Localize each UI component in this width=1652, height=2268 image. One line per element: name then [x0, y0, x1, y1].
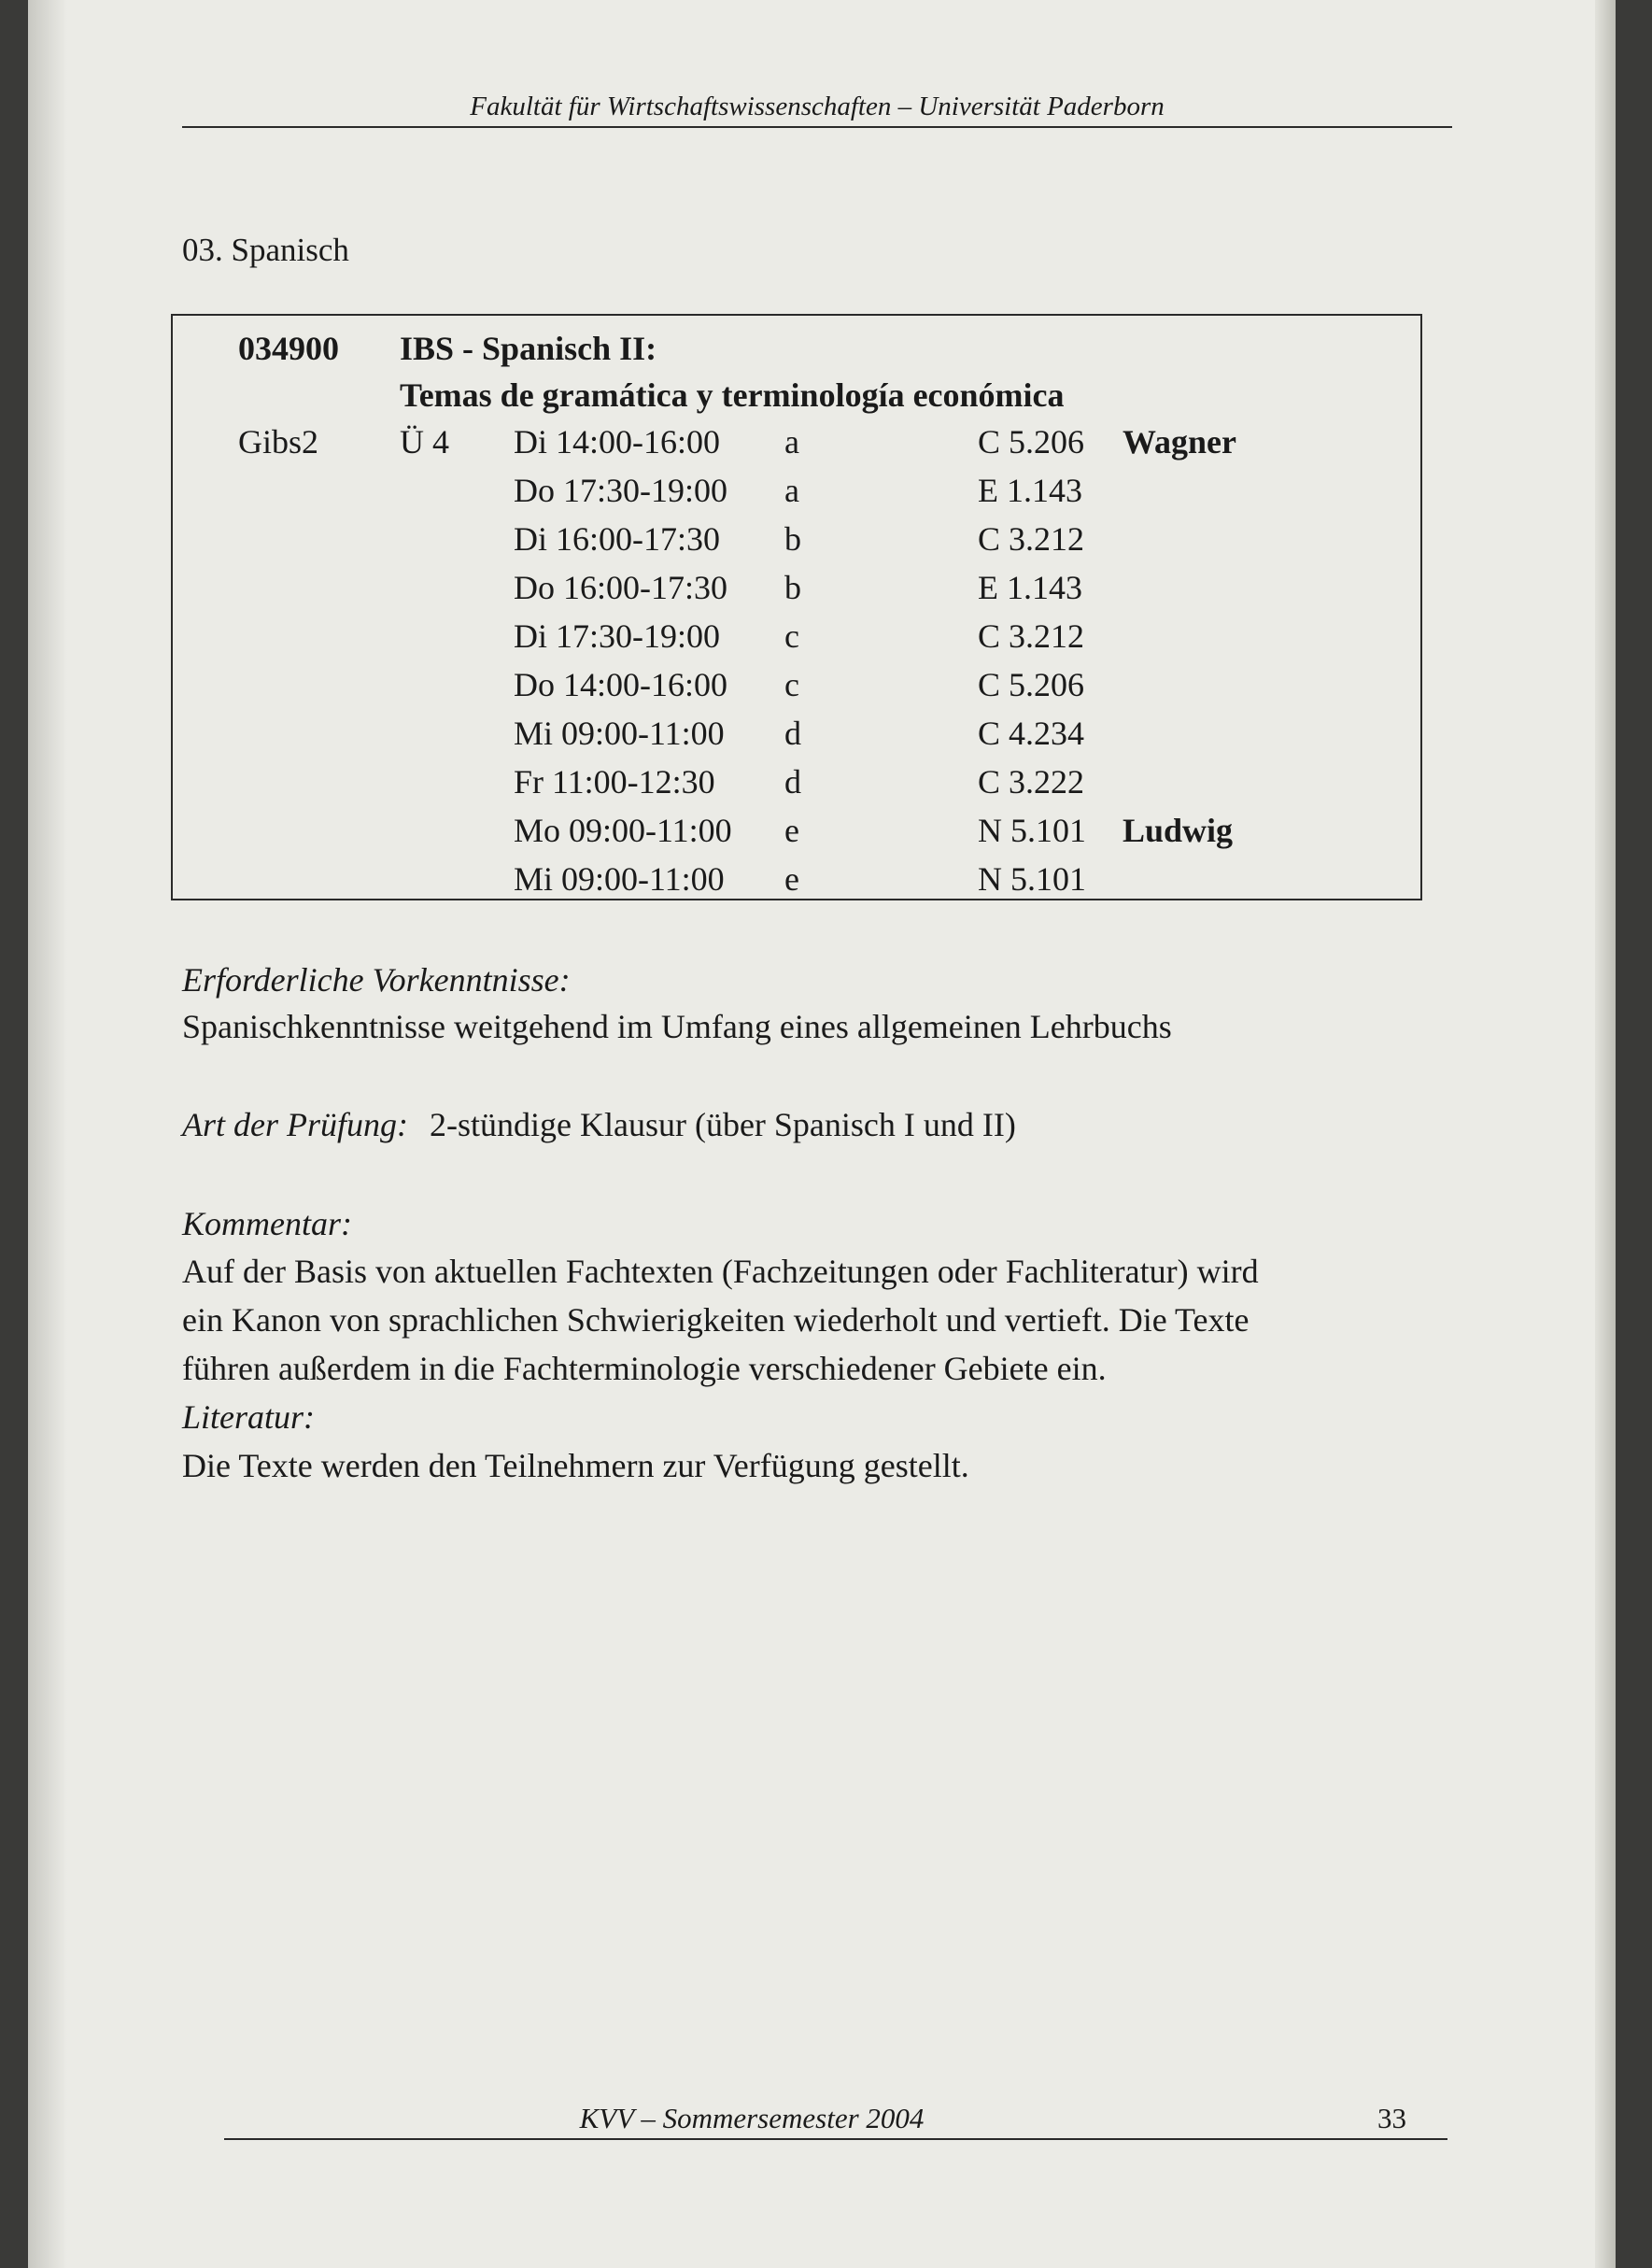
binding-shadow	[28, 0, 67, 2268]
session-room: E 1.143	[978, 569, 1082, 606]
exam-text: 2-stündige Klausur (über Spanisch I und II)	[430, 1106, 1016, 1143]
session-time: Mi 09:00-11:00	[514, 715, 725, 752]
session-time: Do 17:30-19:00	[514, 472, 727, 509]
session-room: C 4.234	[978, 715, 1085, 752]
course-number: 034900	[238, 330, 339, 367]
course-title-line1: IBS - Spanisch II:	[400, 330, 657, 367]
session-group: a	[784, 472, 799, 509]
literature-label: Literatur:	[182, 1398, 316, 1436]
course-title-line2: Temas de gramática y terminología económica	[400, 376, 1065, 414]
session-group: d	[784, 715, 801, 752]
session-room: E 1.143	[978, 472, 1082, 509]
running-header: Fakultät für Wirtschaftswissenschaften – Universität Paderborn	[470, 92, 1165, 121]
course-type: Ü 4	[400, 423, 449, 461]
session-group: b	[784, 520, 801, 558]
session-lecturer: Wagner	[1123, 423, 1236, 461]
session-time: Do 16:00-17:30	[514, 569, 727, 606]
session-room: N 5.101	[978, 860, 1086, 898]
session-time: Di 17:30-19:00	[514, 617, 720, 655]
course-program: Gibs2	[238, 423, 319, 461]
session-group: b	[784, 569, 801, 606]
literature-text: Die Texte werden den Teilnehmern zur Verfügung gestellt.	[182, 1447, 969, 1484]
session-time: Di 14:00-16:00	[514, 423, 720, 461]
footer-title: KVV – Sommersemester 2004	[579, 2102, 925, 2134]
exam-label: Art der Prüfung:	[182, 1106, 408, 1143]
session-group: e	[784, 812, 799, 849]
section-title: 03. Spanisch	[182, 232, 349, 268]
comment-line: Auf der Basis von aktuellen Fachtexten (Fachzeitungen oder Fachliteratur) wird	[182, 1253, 1259, 1290]
session-time: Mo 09:00-11:00	[514, 812, 732, 849]
session-group: c	[784, 666, 799, 703]
session-group: d	[784, 763, 801, 801]
page-edge	[1595, 0, 1616, 2268]
comment-line: ein Kanon von sprachlichen Schwierigkeiten wiederholt und vertieft. Die Texte	[182, 1301, 1250, 1339]
page-number: 33	[1377, 2102, 1406, 2134]
header-rule	[182, 126, 1452, 128]
session-time: Do 14:00-16:00	[514, 666, 727, 703]
course-box	[171, 314, 1422, 900]
session-room: N 5.101	[978, 812, 1086, 849]
session-room: C 5.206	[978, 666, 1085, 703]
session-time: Fr 11:00-12:30	[514, 763, 715, 801]
session-room: C 3.222	[978, 763, 1085, 801]
comment-label: Kommentar:	[182, 1205, 352, 1242]
session-lecturer: Ludwig	[1123, 812, 1234, 849]
prerequisites-label: Erforderliche Vorkenntnisse:	[182, 961, 571, 999]
session-group: c	[784, 617, 799, 655]
session-time: Mi 09:00-11:00	[514, 860, 725, 898]
prerequisites-text: Spanischkenntnisse weitgehend im Umfang eines allgemeinen Lehrbuchs	[182, 1008, 1172, 1045]
session-time: Di 16:00-17:30	[514, 520, 720, 558]
comment-line: führen außerdem in die Fachterminologie verschiedener Gebiete ein.	[182, 1350, 1107, 1387]
session-room: C 5.206	[978, 423, 1085, 461]
session-group: e	[784, 860, 799, 898]
footer-rule	[224, 2138, 1447, 2140]
session-room: C 3.212	[978, 617, 1085, 655]
session-room: C 3.212	[978, 520, 1085, 558]
session-group: a	[784, 423, 799, 461]
